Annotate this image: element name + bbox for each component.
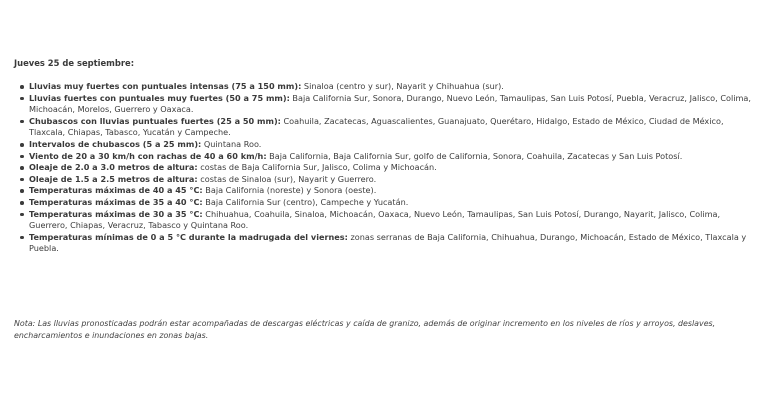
forecast-item-label: Oleaje de 1.5 a 2.5 metros de altura: — [29, 173, 198, 184]
forecast-item-text: Quintana Roo. — [201, 138, 262, 149]
bullet-icon — [20, 201, 24, 205]
forecast-item-text: Baja California, Baja California Sur, golfo de California, Sonora, Coahuila, Zacatecas y San Luis Potosí. — [266, 150, 683, 161]
date-heading: Jueves 25 de septiembre: — [14, 58, 135, 68]
bullet-icon — [20, 97, 24, 101]
bullet-icon — [20, 178, 24, 182]
forecast-item-text: Baja California (noreste) y Sonora (oeste). — [202, 185, 377, 196]
bullet-icon — [20, 155, 24, 159]
forecast-list — [14, 81, 754, 255]
forecast-item-label: Oleaje de 2.0 a 3.0 metros de altura: — [29, 162, 198, 173]
bullet-icon — [20, 120, 24, 124]
forecast-item-text: zonas serranas de Baja California, Chihuahua, Durango, Michoacán, Estado de México, Tlaxcala y Puebla. — [29, 231, 747, 254]
bullet-icon — [20, 213, 24, 217]
forecast-item — [29, 139, 754, 151]
forecast-item-text: Chihuahua, Coahuila, Sinaloa, Michoacán, Oaxaca, Nuevo León, Tamaulipas, San Luis Potosí, Durango, Nayarit, Jalisco, Colima, Guerrero, Chiapas, Veracruz, Tabasco y Quintana Roo. — [29, 208, 721, 231]
forecast-item — [29, 185, 754, 197]
forecast-item-label: Temperaturas mínimas de 0 a 5 °C durante la madrugada del viernes: — [29, 231, 348, 242]
forecast-item — [29, 174, 754, 186]
bullet-icon — [20, 166, 24, 170]
forecast-item-label: Intervalos de chubascos (5 a 25 mm): — [29, 138, 202, 149]
forecast-item-text: Baja California Sur (centro), Campeche y Yucatán. — [202, 196, 409, 207]
forecast-item-label: Lluvias fuertes con puntuales muy fuertes (50 a 75 mm): — [29, 92, 290, 103]
bullet-icon — [20, 189, 24, 193]
forecast-item-label: Viento de 20 a 30 km/h con rachas de 40 a 60 km/h: — [29, 150, 267, 161]
forecast-item — [29, 162, 754, 174]
forecast-item — [29, 93, 754, 116]
forecast-item-text: Baja California Sur, Sonora, Durango, Nuevo León, Tamaulipas, San Luis Potosí, Puebla, Veracruz, Jalisco, Colima, Michoacán, Morelos, Guerrero y Oaxaca. — [29, 92, 751, 115]
forecast-item-label: Lluvias muy fuertes con puntuales intensas (75 a 150 mm): — [29, 81, 302, 91]
forecast-item-text: costas de Sinaloa (sur), Nayarit y Guerrero. — [197, 173, 377, 184]
forecast-item-label: Temperaturas máximas de 30 a 35 °C: — [29, 208, 203, 219]
forecast-item-text: Coahuila, Zacatecas, Aguascalientes, Guanajuato, Querétaro, Hidalgo, Estado de México, Ciudad de México, Tlaxcala, Chiapas, Tabasco, Yucatán y Campeche. — [29, 115, 724, 138]
forecast-item — [29, 81, 754, 93]
forecast-item — [29, 232, 754, 255]
bullet-icon — [20, 85, 24, 89]
forecast-item-label: Chubascos con lluvias puntuales fuertes (25 a 50 mm): — [29, 115, 281, 126]
forecast-item-label: Temperaturas máximas de 35 a 40 °C: — [29, 196, 203, 207]
forecast-document — [14, 58, 754, 255]
forecast-item-text: costas de Baja California Sur, Jalisco, Colima y Michoacán. — [197, 162, 437, 173]
bullet-icon — [20, 236, 24, 240]
footnote: Nota: Las lluvias pronosticadas podrán estar acompañadas de descargas eléctricas y caída de granizo, además de originar incremento en los niveles de ríos y arroyos, deslaves, encharcamientos e inundaciones en zonas bajas. — [14, 319, 716, 341]
bullet-icon — [20, 143, 24, 147]
forecast-item — [29, 209, 754, 232]
forecast-item — [29, 116, 754, 139]
forecast-item — [29, 151, 754, 163]
forecast-item — [29, 197, 754, 209]
forecast-item-text: Sinaloa (centro y sur), Nayarit y Chihuahua (sur). — [301, 81, 504, 91]
forecast-item-label: Temperaturas máximas de 40 a 45 °C: — [29, 185, 203, 196]
